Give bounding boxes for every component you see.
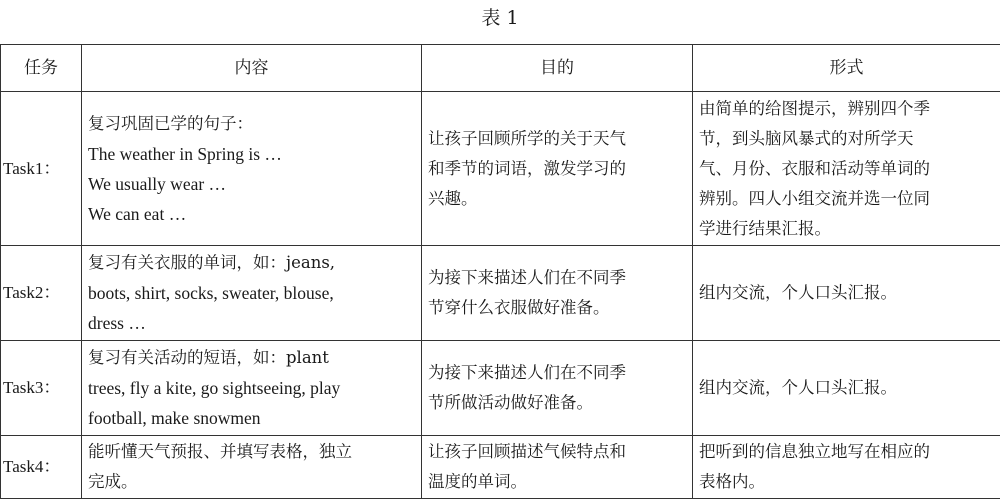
table-row [1, 341, 1000, 436]
form-line: 组内交流，个人口头汇报。 [699, 373, 994, 403]
form-line: 辨别。四人小组交流并选一位同 [699, 184, 994, 214]
form-line: 学进行结果汇报。 [699, 214, 994, 244]
purpose-line: 和季节的词语，激发学习的 [428, 154, 686, 184]
form-line: 表格内。 [699, 467, 994, 497]
purpose-line: 为接下来描述人们在不同季 [428, 263, 686, 293]
form-line: 把听到的信息独立地写在相应的 [699, 437, 994, 467]
form-cell [693, 92, 1000, 246]
purpose-line: 节所做活动做好准备。 [428, 388, 686, 418]
header-form: 形式 [693, 45, 1000, 92]
purpose-line: 为接下来描述人们在不同季 [428, 358, 686, 388]
content-line: 能听懂天气预报、并填写表格，独立 [88, 437, 415, 467]
content-cell [82, 246, 422, 341]
header-task: 任务 [1, 45, 82, 92]
form-line: 气、月份、衣服和活动等单词的 [699, 154, 994, 184]
task-cell: Task3： [1, 341, 82, 436]
form-line: 节，到头脑风暴式的对所学天 [699, 124, 994, 154]
purpose-line: 兴趣。 [428, 184, 686, 214]
header-purpose: 目的 [422, 45, 693, 92]
content-cell [82, 341, 422, 436]
purpose-line: 让孩子回顾描述气候特点和 [428, 437, 686, 467]
form-cell [693, 436, 1000, 499]
form-line: 组内交流，个人口头汇报。 [699, 278, 994, 308]
table-row [1, 246, 1000, 341]
content-line: 复习有关活动的短语，如：plant [88, 343, 415, 373]
form-cell [693, 246, 1000, 341]
content-cell [82, 436, 422, 499]
purpose-line: 温度的单词。 [428, 467, 686, 497]
content-line: 复习巩固已学的句子： [88, 109, 415, 139]
purpose-cell [422, 92, 693, 246]
content-line: 完成。 [88, 467, 415, 497]
form-cell [693, 341, 1000, 436]
content-line: 复习有关衣服的单词，如：jeans, [88, 248, 415, 278]
content-line: The weather in Spring is … [88, 139, 415, 169]
purpose-cell [422, 436, 693, 499]
purpose-line: 节穿什么衣服做好准备。 [428, 293, 686, 323]
table-caption: 表 1 [0, 6, 1000, 30]
form-line: 由简单的给图提示，辨别四个季 [699, 94, 994, 124]
content-line: trees, fly a kite, go sightseeing, play [88, 373, 415, 403]
content-line: football, make snowmen [88, 403, 415, 433]
header-content: 内容 [82, 45, 422, 92]
header-row [1, 45, 1000, 92]
content-line: boots, shirt, socks, sweater, blouse, [88, 278, 415, 308]
purpose-cell [422, 246, 693, 341]
purpose-cell [422, 341, 693, 436]
task-cell: Task2： [1, 246, 82, 341]
content-line: We can eat … [88, 199, 415, 229]
content-cell [82, 92, 422, 246]
task-cell: Task4： [1, 436, 82, 499]
table-row [1, 436, 1000, 499]
task-cell: Task1： [1, 92, 82, 246]
purpose-line: 让孩子回顾所学的关于天气 [428, 124, 686, 154]
table-row [1, 92, 1000, 246]
content-line: We usually wear … [88, 169, 415, 199]
content-line: dress … [88, 308, 415, 338]
task-table [0, 44, 1000, 499]
